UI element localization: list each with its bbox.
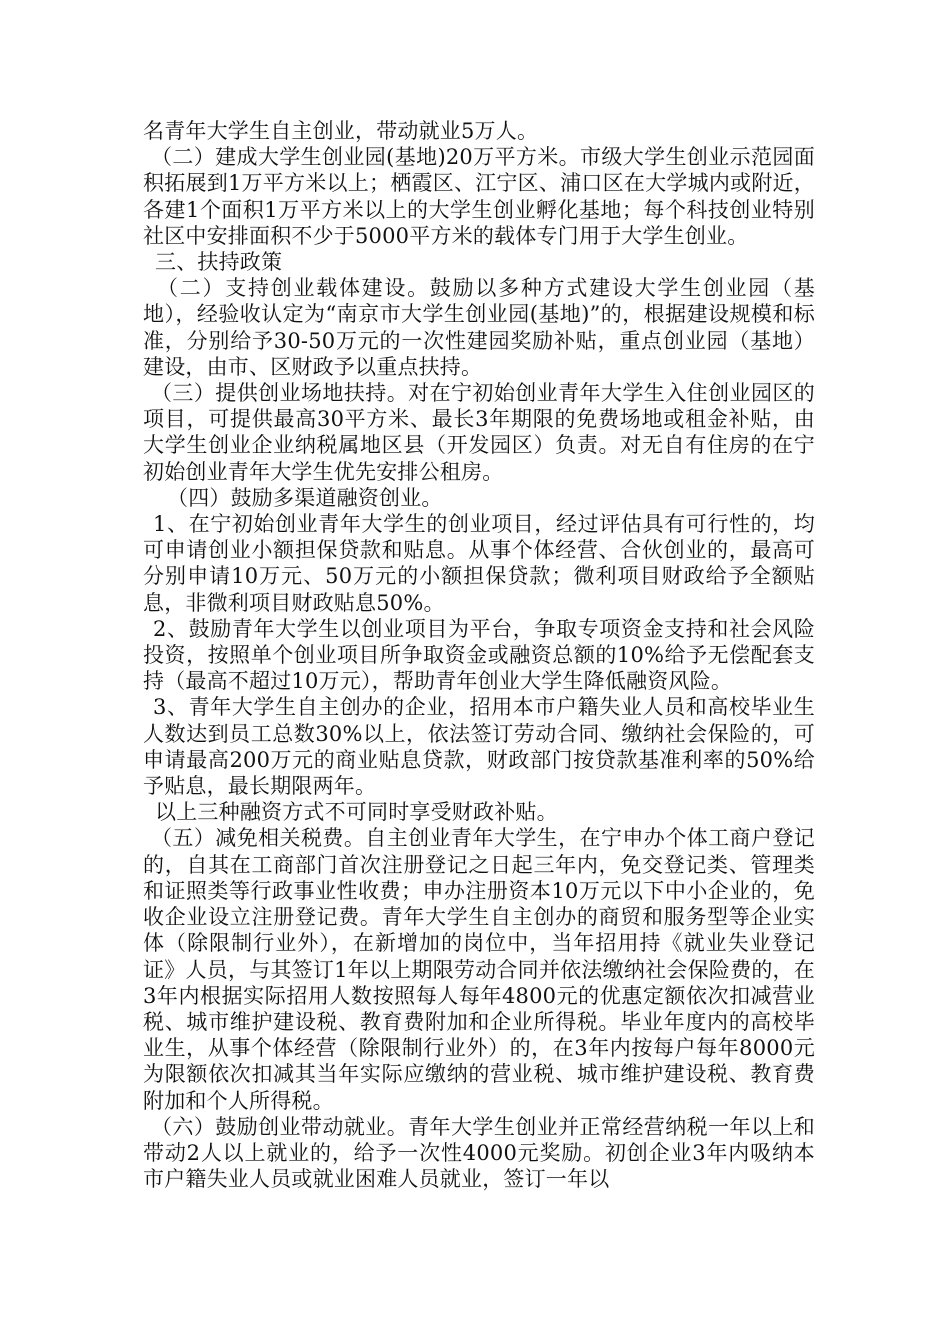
paragraph: 1、在宁初始创业青年大学生的创业项目，经过评估具有可行性的，均可申请创业小额担保贷款和贴息。从事个体经营、合伙创业的，最高可分别申请10万元、50万元的小额担保贷款；微利项目财政给予全额贴息，非微利项目财政贴息50%。 bbox=[143, 512, 815, 615]
paragraph: 名青年大学生自主创业，带动就业5万人。 bbox=[143, 119, 539, 143]
paragraph: 三、扶持政策 bbox=[155, 250, 283, 275]
paragraph: （二）建成大学生创业园(基地)20万平方米。市级大学生创业示范园面积拓展到1万平方米以上；栖霞区、江宁区、浦口区在大学城内或附近，各建1个面积1万平方米以上的大学生创业孵化基地；每个科技创业特别社区中安排面积不少于5000平方米的载体专门用于大学生创业。 bbox=[143, 145, 815, 248]
paragraph: 2、鼓励青年大学生以创业项目为平台，争取专项资金支持和社会风险投资，按照单个创业项目所争取资金或融资总额的10%给予无偿配套支持（最高不超过10万元），帮助青年创业大学生降低融资风险。 bbox=[143, 616, 815, 694]
paragraph: （六）鼓励创业带动就业。青年大学生创业并正常经营纳税一年以上和带动2人以上就业的，给予一次性4000元奖励。初创企业3年内吸纳本市户籍失业人员或就业困难人员就业，签订一年以 bbox=[143, 1114, 815, 1192]
paragraph: （三）提供创业场地扶持。对在宁初始创业青年大学生入住创业园区的项目，可提供最高30平方米、最长3年期限的免费场地或租金补贴，由大学生创业企业纳税属地区县（开发园区）负责。对无自有住房的在宁初始创业青年大学生优先安排公租房。 bbox=[143, 381, 815, 484]
paragraph: 3、青年大学生自主创办的企业，招用本市户籍失业人员和高校毕业生人数达到员工总数30%以上，依法签订劳动合同、缴纳社会保险的，可申请最高200万元的商业贴息贷款，财政部门按贷款基准利率的50%给予贴息，最长期限两年。 bbox=[143, 695, 815, 799]
paragraph: 以上三种融资方式不可同时享受财政补贴。 bbox=[155, 800, 558, 825]
paragraph: （二）支持创业载体建设。鼓励以多种方式建设大学生创业园（基地），经验收认定为“南京市大学生创业园(基地)”的，根据建设规模和标准，分别给予30-50万元的一次性建园奖励补贴，重点创业园（基地）建设，由市、区财政予以重点扶持。 bbox=[143, 276, 815, 379]
paragraph: （四）鼓励多渠道融资创业。 bbox=[167, 485, 443, 510]
document-body bbox=[143, 118, 815, 1192]
paragraph: （五）减免相关税费。自主创业青年大学生，在宁申办个体工商户登记的，自其在工商部门首次注册登记之日起三年内，免交登记类、管理类和证照类等行政事业性收费；申办注册资本10万元以下中小企业的，免收企业设立注册登记费。青年大学生自主创办的商贸和服务型等企业实体（除限制行业外），在新增加的岗位中，当年招用持《就业失业登记证》人员，与其签订1年以上期限劳动合同并依法缴纳社会保险费的，在3年内根据实际招用人数按照每人每年4800元的优惠定额依次扣减营业税、城市维护建设税、教育费附加和企业所得税。毕业年度内的高校毕业生，从事个体经营（除限制行业外）的，在3年内按每户每年8000元为限额依次扣减其当年实际应缴纳的营业税、城市维护建设税、教育费附加和个人所得税。 bbox=[143, 826, 815, 1113]
